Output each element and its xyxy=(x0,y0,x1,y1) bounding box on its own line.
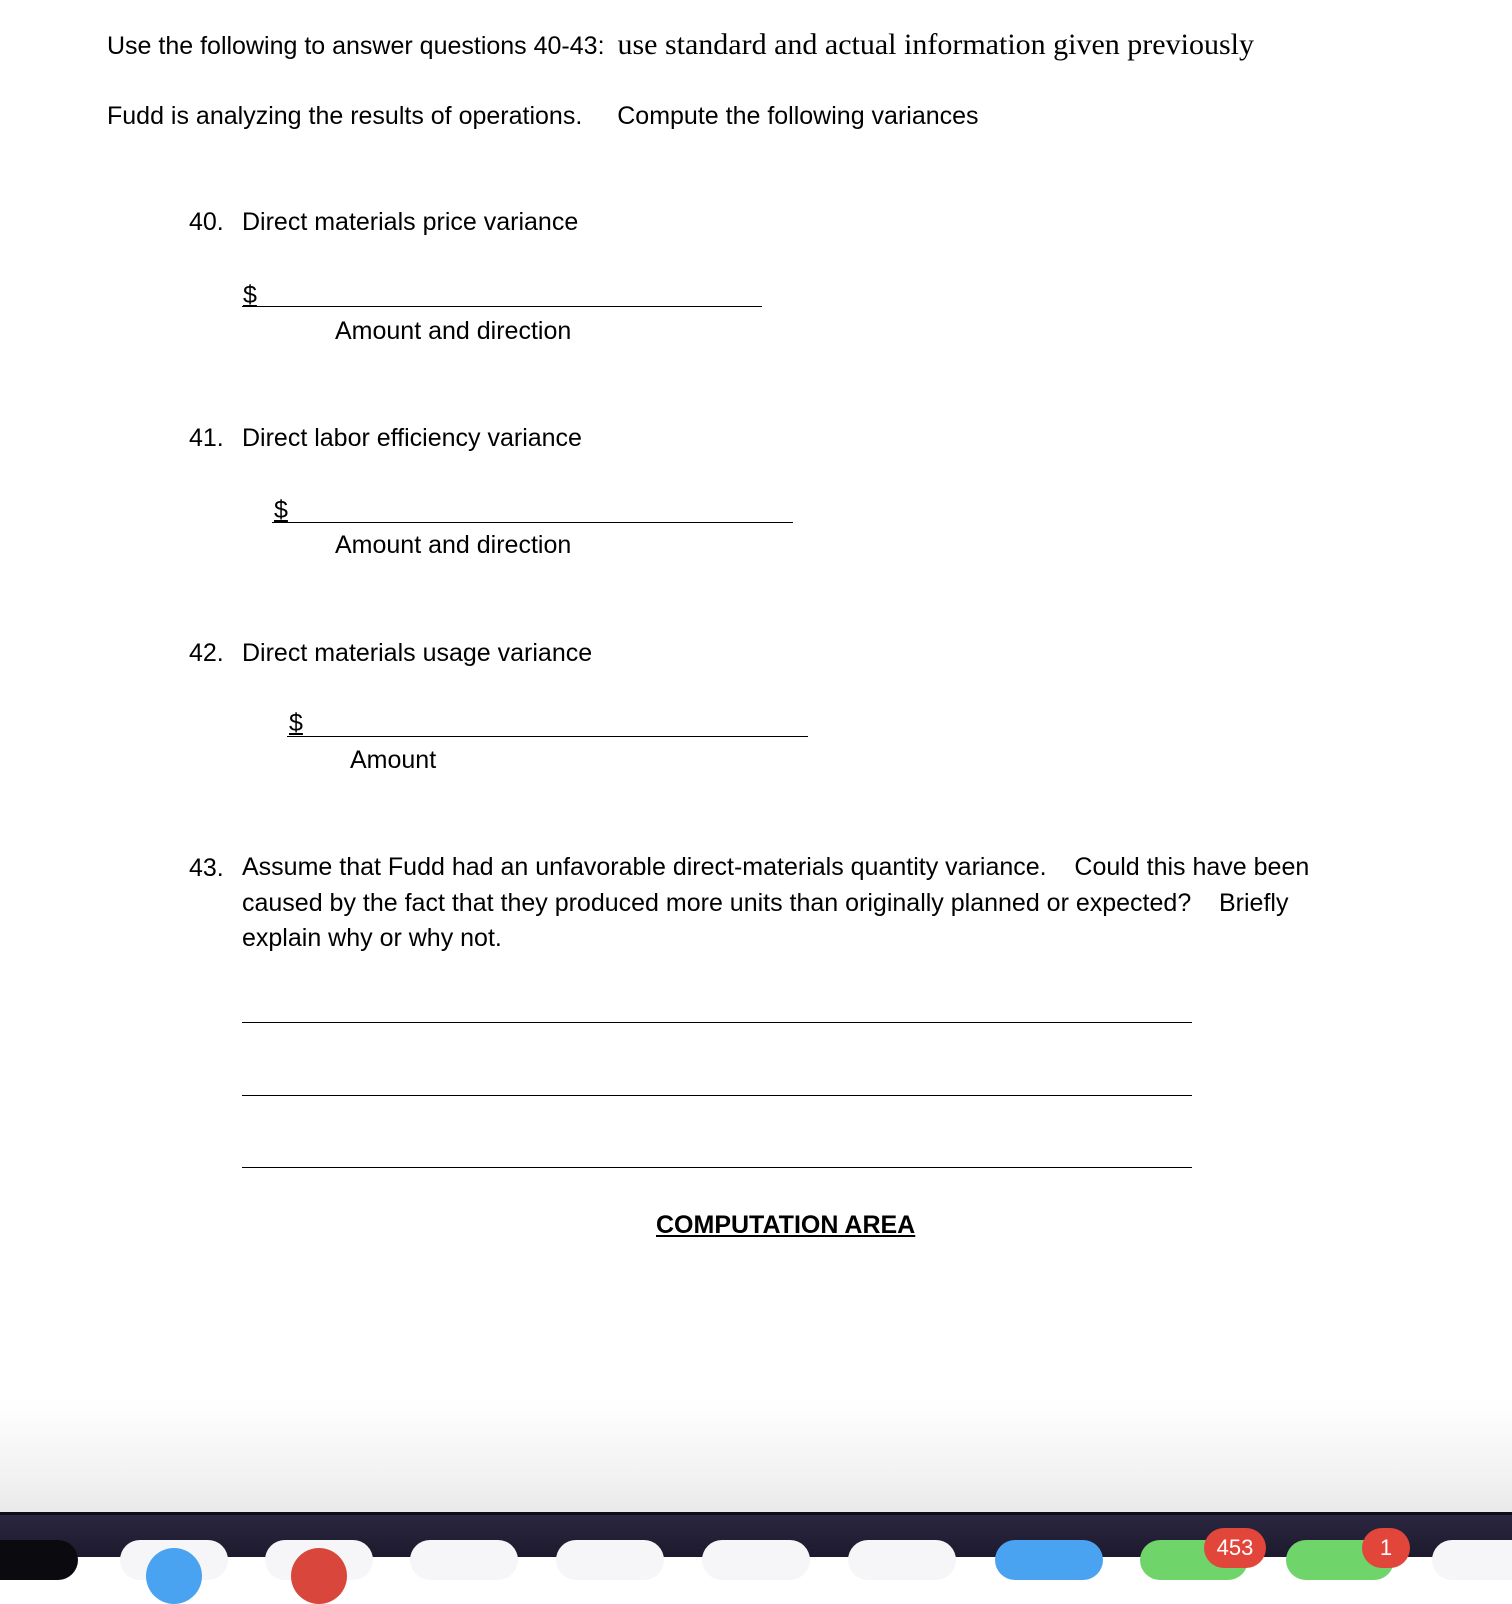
question-40-answer-line[interactable] xyxy=(242,306,762,307)
question-43-answer-line-1[interactable] xyxy=(242,1022,1192,1023)
facetime-badge: 1 xyxy=(1362,1528,1410,1568)
dock-app-icon-4[interactable] xyxy=(556,1540,664,1580)
question-41-answer-line[interactable] xyxy=(272,522,793,523)
dock-app-icon-last[interactable] xyxy=(1432,1540,1512,1580)
question-42-number: 42. xyxy=(189,639,224,667)
question-42-currency: $ xyxy=(289,709,303,737)
question-40-currency: $ xyxy=(243,281,257,309)
question-43-line-3: explain why or why not. xyxy=(242,924,502,952)
question-43-number: 43. xyxy=(189,854,224,882)
question-43-line-1: Assume that Fudd had an unfavorable direct-materials quantity variance. Could this have been xyxy=(242,853,1310,881)
question-41-currency: $ xyxy=(274,496,288,524)
question-42-text: Direct materials usage variance xyxy=(242,639,593,667)
question-41-number: 41. xyxy=(189,424,224,452)
dock-app-icon-3[interactable] xyxy=(410,1540,518,1580)
intro-line-2b: Compute the following variances xyxy=(617,102,979,130)
intro-lead: Use the following to answer questions 40-43: xyxy=(107,32,605,60)
dock-app-icon-5[interactable] xyxy=(702,1540,810,1580)
question-43-line-2: caused by the fact that they produced more units than originally planned or expected? Briefly xyxy=(242,888,1289,917)
question-43-answer-line-3[interactable] xyxy=(242,1167,1192,1168)
question-43-answer-line-2[interactable] xyxy=(242,1095,1192,1096)
computation-area-heading: COMPUTATION AREA xyxy=(656,1211,916,1239)
intro-note: use standard and actual information given previously xyxy=(617,28,1254,61)
messages-badge: 453 xyxy=(1204,1528,1266,1568)
question-41-caption: Amount and direction xyxy=(335,531,572,559)
mail-icon[interactable] xyxy=(995,1540,1103,1580)
question-41-text: Direct labor efficiency variance xyxy=(242,424,582,452)
intro-line-1 xyxy=(107,28,1254,62)
question-40-caption: Amount and direction xyxy=(335,317,572,345)
intro-line-2 xyxy=(107,102,979,131)
dock-app-icon-6[interactable] xyxy=(848,1540,956,1580)
question-42-answer-line[interactable] xyxy=(287,736,808,737)
question-40-text: Direct materials price variance xyxy=(242,208,579,236)
dock-app-icon-black[interactable] xyxy=(0,1540,78,1580)
safari-icon[interactable] xyxy=(120,1540,228,1580)
intro-line-2a: Fudd is analyzing the results of operations. xyxy=(107,102,583,130)
question-42-caption: Amount xyxy=(350,746,437,774)
question-40-number: 40. xyxy=(189,208,224,236)
question-43-text xyxy=(242,850,1422,957)
chrome-icon[interactable] xyxy=(265,1540,373,1580)
